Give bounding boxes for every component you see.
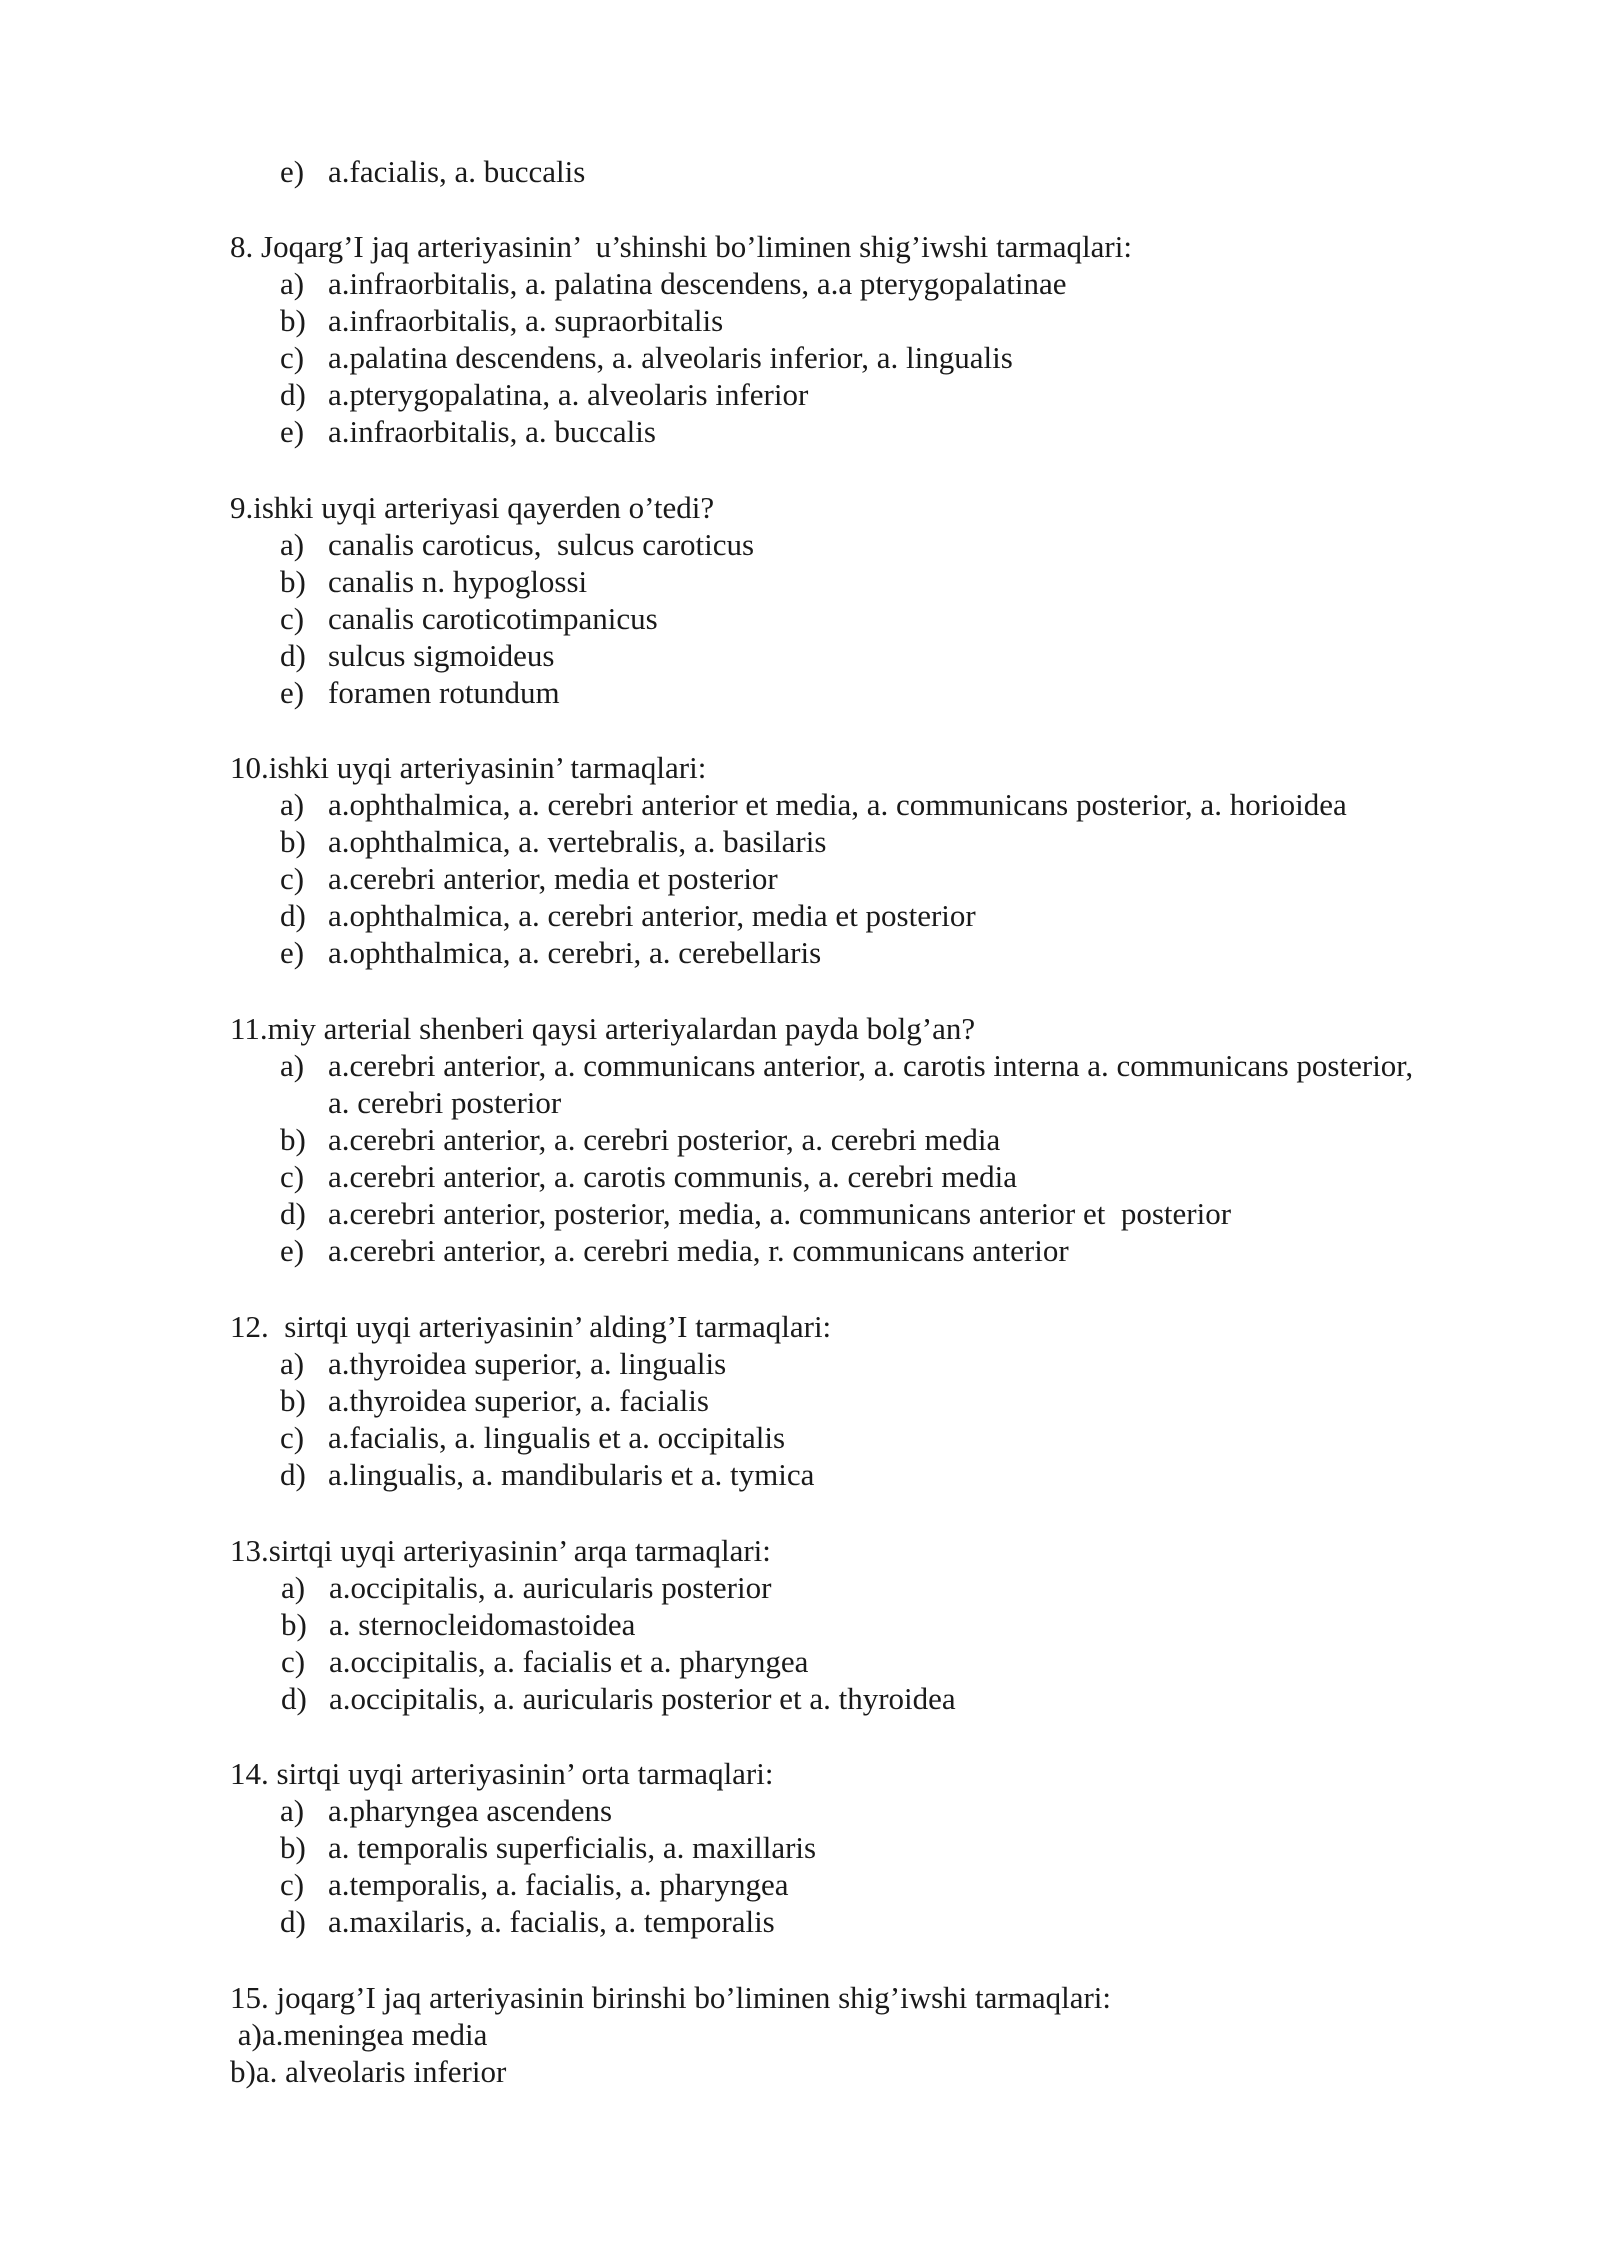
q11-option-b	[280, 1121, 1001, 1158]
option-marker: c)	[280, 601, 305, 636]
option-text: a.ophthalmica, a. cerebri anterior et media, a. communicans posterior, a. horioidea	[328, 787, 1347, 822]
option-text: a.ophthalmica, a. cerebri, a. cerebellaris	[328, 935, 822, 970]
option-text: a.infraorbitalis, a. palatina descendens, a.a pterygopalatinae	[328, 266, 1067, 301]
option-text: a.occipitalis, a. auricularis posterior et a. thyroidea	[329, 1681, 956, 1716]
q8-option-a	[280, 265, 1067, 302]
option-text: a.temporalis, a. facialis, a. pharyngea	[328, 1867, 789, 1902]
option-marker: d)	[280, 898, 306, 933]
option-text: a.facialis, a. buccalis	[328, 154, 586, 189]
q15-option-a: a)a.meningea media	[230, 2017, 488, 2052]
option-text: a.cerebri anterior, a. carotis communis, a. cerebri media	[328, 1159, 1018, 1194]
option-marker: a)	[280, 1346, 305, 1381]
q10-option-d	[280, 897, 976, 934]
q13-title: 13.sirtqi uyqi arteriyasinin’ arqa tarmaqlari:	[230, 1533, 771, 1568]
q9-option-b	[280, 563, 588, 600]
option-marker: c)	[280, 340, 305, 375]
q14-option-d	[280, 1903, 775, 1940]
option-text: a.cerebri anterior, posterior, media, a. communicans anterior et posterior	[328, 1196, 1232, 1231]
option-text: a.pterygopalatina, a. alveolaris inferior	[328, 377, 809, 412]
option-text: a.maxilaris, a. facialis, a. temporalis	[328, 1904, 775, 1939]
option-marker: c)	[280, 1159, 305, 1194]
q15-option-b: b)a. alveolaris inferior	[230, 2054, 507, 2089]
option-text: a.facialis, a. lingualis et a. occipitalis	[328, 1420, 786, 1455]
option-text: a.thyroidea superior, a. facialis	[328, 1383, 709, 1418]
option-marker: d)	[281, 1681, 307, 1716]
q12-title: 12. sirtqi uyqi arteriyasinin’ alding’I tarmaqlari:	[230, 1309, 832, 1344]
q12-option-d	[280, 1456, 815, 1493]
option-text: a.cerebri anterior, a. communicans anterior, a. carotis interna a. communicans posterior,	[328, 1048, 1414, 1083]
q12-option-c	[280, 1419, 786, 1456]
q11-option-c	[280, 1158, 1018, 1195]
q8-title: 8. Joqarg’I jaq arteriyasinin’ u’shinshi bo’liminen shig’iwshi tarmaqlari:	[230, 229, 1132, 264]
q11-title: 11.miy arterial shenberi qaysi arteriyalardan payda bolg’an?	[230, 1011, 976, 1046]
option-text: a.cerebri anterior, media et posterior	[328, 861, 778, 896]
option-marker: d)	[280, 1196, 306, 1231]
option-text: a.palatina descendens, a. alveolaris inferior, a. lingualis	[328, 340, 1013, 375]
q8-option-c	[280, 339, 1013, 376]
option-text: a.ophthalmica, a. vertebralis, a. basilaris	[328, 824, 827, 859]
q12-option-a	[280, 1345, 727, 1382]
option-marker: a)	[280, 266, 305, 301]
option-marker: c)	[281, 1644, 306, 1679]
q10-option-b	[280, 823, 827, 860]
q11-option-d	[280, 1195, 1232, 1232]
option-text: a.infraorbitalis, a. buccalis	[328, 414, 656, 449]
q8-option-b	[280, 302, 724, 339]
q7-option-e	[280, 153, 586, 190]
option-marker: b)	[280, 1122, 306, 1157]
option-marker: b)	[280, 824, 306, 859]
option-marker: a)	[281, 1570, 306, 1605]
q10-option-e	[280, 934, 822, 971]
option-marker: b)	[280, 1830, 306, 1865]
q9-option-c	[280, 600, 658, 637]
option-text: a.lingualis, a. mandibularis et a. tymica	[328, 1457, 815, 1492]
q14-option-a	[280, 1792, 613, 1829]
q11-option-a	[280, 1047, 1414, 1084]
option-text: a.cerebri anterior, a. cerebri posterior, a. cerebri media	[328, 1122, 1001, 1157]
option-marker: b)	[280, 564, 306, 599]
option-marker: e)	[280, 935, 305, 970]
option-marker: c)	[280, 1867, 305, 1902]
q11-option-e	[280, 1232, 1069, 1269]
q10-option-a	[280, 786, 1347, 823]
q15-title: 15. joqarg’I jaq arteriyasinin birinshi bo’liminen shig’iwshi tarmaqlari:	[230, 1980, 1112, 2015]
option-text: a.ophthalmica, a. cerebri anterior, media et posterior	[328, 898, 976, 933]
q10-title: 10.ishki uyqi arteriyasinin’ tarmaqlari:	[230, 750, 707, 785]
option-text: a.pharyngea ascendens	[328, 1793, 613, 1828]
q8-option-d	[280, 376, 809, 413]
option-marker: d)	[280, 1904, 306, 1939]
option-text: canalis caroticus, sulcus caroticus	[328, 527, 755, 562]
option-marker: b)	[281, 1607, 307, 1642]
q14-option-c	[280, 1866, 789, 1903]
option-marker: a)	[280, 787, 305, 822]
q12-option-b	[280, 1382, 709, 1419]
option-marker: e)	[280, 414, 305, 449]
q13-option-b	[281, 1606, 636, 1643]
option-text: canalis caroticotimpanicus	[328, 601, 658, 636]
option-text: sulcus sigmoideus	[328, 638, 555, 673]
option-marker: e)	[280, 1233, 305, 1268]
option-text: a. temporalis superficialis, a. maxillaris	[328, 1830, 817, 1865]
option-marker: a)	[280, 1793, 305, 1828]
q14-option-b	[280, 1829, 817, 1866]
option-marker: d)	[280, 1457, 306, 1492]
option-text: a.cerebri anterior, a. cerebri media, r. communicans anterior	[328, 1233, 1069, 1268]
option-marker: a)	[280, 527, 305, 562]
q13-option-a	[281, 1569, 772, 1606]
q10-option-c	[280, 860, 778, 897]
option-marker: e)	[280, 675, 305, 710]
option-text: a.thyroidea superior, a. lingualis	[328, 1346, 727, 1381]
option-text: a.occipitalis, a. auricularis posterior	[329, 1570, 772, 1605]
option-marker: e)	[280, 154, 305, 189]
option-text: a.occipitalis, a. facialis et a. pharyngea	[329, 1644, 809, 1679]
q9-option-d	[280, 637, 555, 674]
q9-title: 9.ishki uyqi arteriyasi qayerden o’tedi?	[230, 490, 715, 525]
q14-title: 14. sirtqi uyqi arteriyasinin’ orta tarmaqlari:	[230, 1756, 774, 1791]
option-text: a.infraorbitalis, a. supraorbitalis	[328, 303, 724, 338]
q13-option-c	[281, 1643, 809, 1680]
q11-option-a-continuation: a. cerebri posterior	[328, 1085, 562, 1120]
option-text: foramen rotundum	[328, 675, 560, 710]
q8-option-e	[280, 413, 656, 450]
option-text: canalis n. hypoglossi	[328, 564, 588, 599]
option-marker: c)	[280, 861, 305, 896]
q9-option-a	[280, 526, 755, 563]
option-text: a. sternocleidomastoidea	[329, 1607, 636, 1642]
option-marker: d)	[280, 377, 306, 412]
q9-option-e	[280, 674, 560, 711]
option-marker: b)	[280, 303, 306, 338]
option-marker: b)	[280, 1383, 306, 1418]
option-marker: d)	[280, 638, 306, 673]
q13-option-d	[281, 1680, 956, 1717]
option-marker: c)	[280, 1420, 305, 1455]
option-marker: a)	[280, 1048, 305, 1083]
